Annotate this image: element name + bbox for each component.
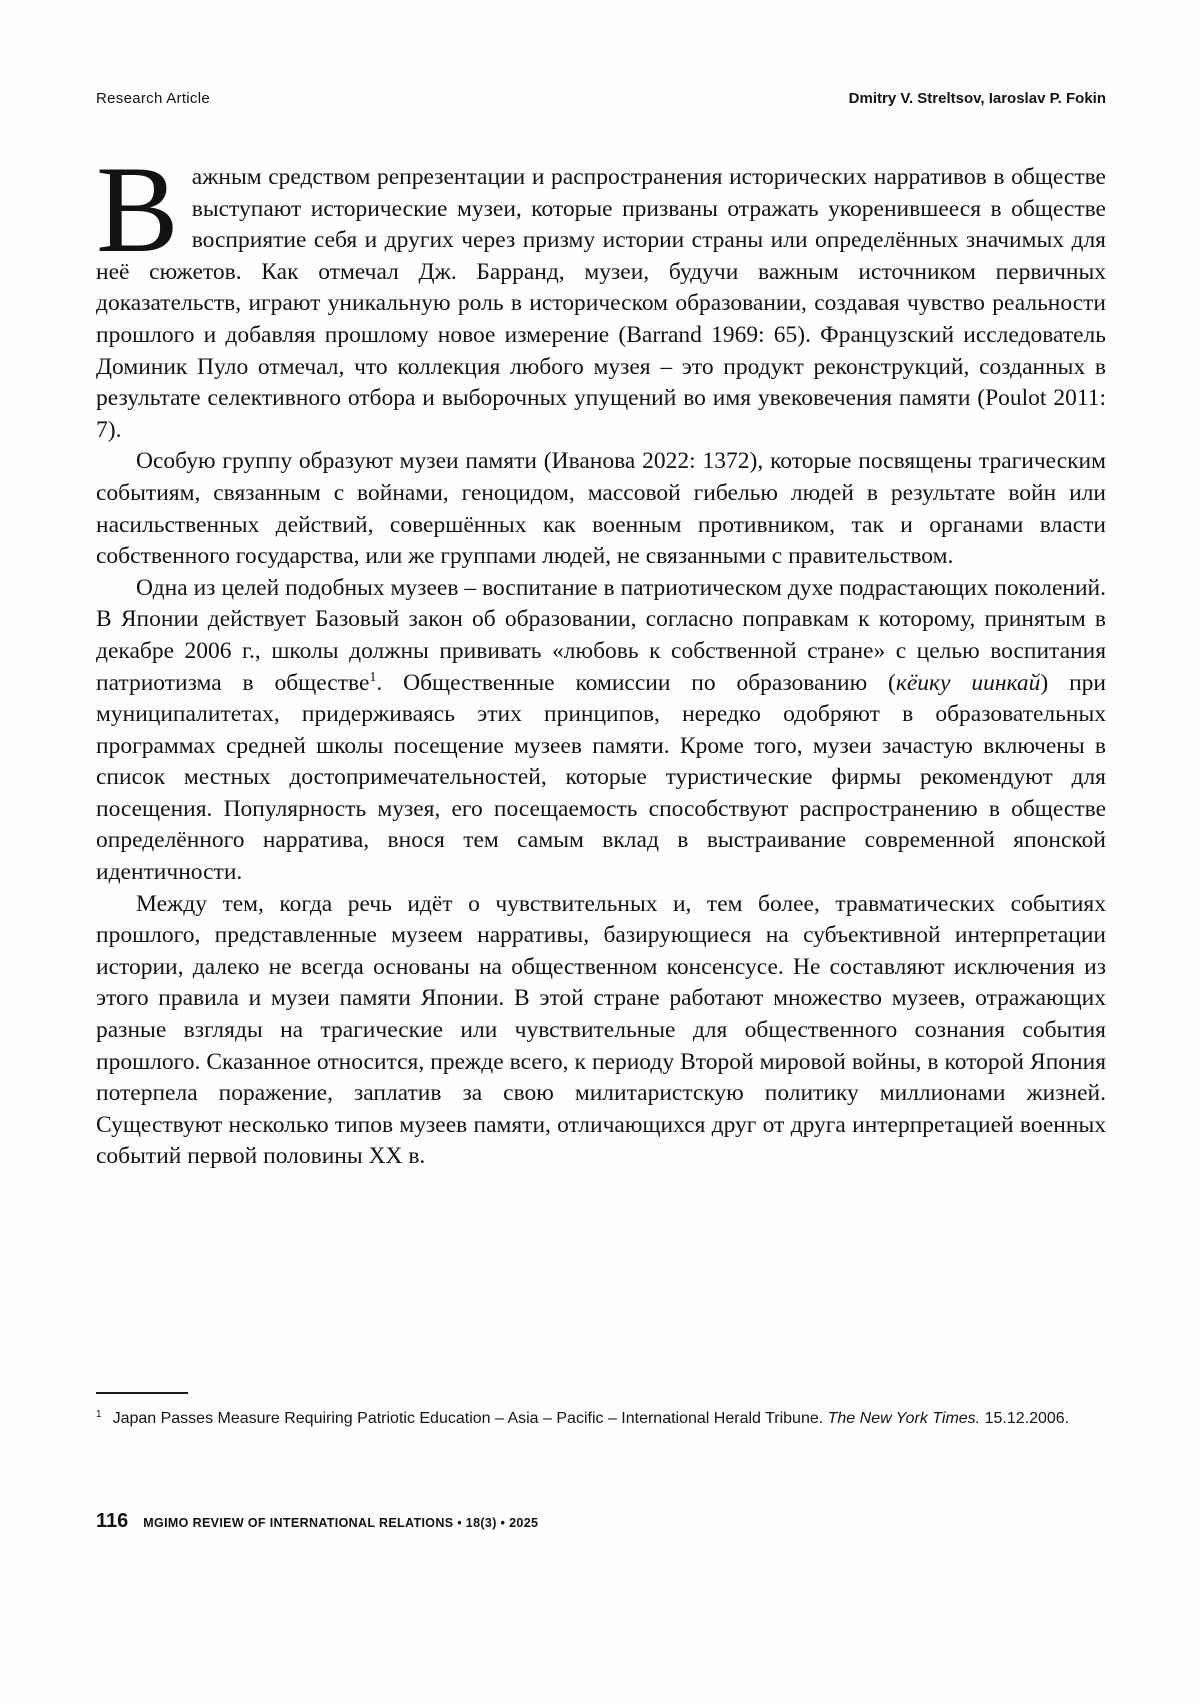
japanese-term-italic: кёику иинкай [895, 669, 1041, 696]
paragraph-1 [96, 141, 1106, 446]
paragraph-2: Особую группу образуют музеи памяти (Иванова 2022: 1372), которые посвящены трагическим событиям, связанным с войнами, геноцидом, массовой гибелью людей в результате войн или насильственных действий, совершённых как военным противником, так и органами власти собственного государства, или же группами людей, не связанными с правительством. [96, 448, 1106, 570]
footnote-area [96, 1392, 1106, 1430]
article-body [96, 141, 1106, 1173]
footnote-marker: 1 [96, 1408, 102, 1420]
paragraph-4: Между тем, когда речь идёт о чувствительных и, тем более, травматических событиях прошлого, представленные музеем нарративы, базирующиеся на субъективной интерпретации истории, далеко не всегда основаны на общественном консенсусе. Не составляют исключения из этого правила и музеи памяти Японии. В этой стране работают множество музеев, отражающих разные взгляды на трагические или чувствительные для общественного сознания события прошлого. Сказанное относится, прежде всего, к периоду Второй мировой войны, в которой Япония потерпела поражение, заплатив за свою милитаристскую политику миллионами жизней. Существуют несколько типов музеев памяти, отличающихся друг от друга интерпретацией военных событий первой половины XX в. [96, 890, 1106, 1170]
footnote-date: 15.12.2006. [984, 1410, 1070, 1427]
footnote-text: Japan Passes Measure Requiring Patriotic Education – Asia – Pacific – International Herald Tribune. [112, 1410, 828, 1427]
authors-label: Dmitry V. Streltsov, Iaroslav P. Fokin [848, 90, 1106, 107]
paragraph-3-text-1: Одна из целей подобных музеев – воспитание в патриотическом духе подрастающих поколений. В Японии действует Базовый закон об образовании, согласно поправкам к которому, принятым в декабре 2006 г., школы должны прививать «любовь к собственной стране» с целью воспитания патриотизма в обществе [96, 574, 1106, 696]
journal-title: MGIMO REVIEW OF INTERNATIONAL RELATIONS • 18(3) • 2025 [143, 1516, 539, 1530]
footnote-reference: 1 [369, 669, 377, 685]
footnote-1 [96, 1407, 1081, 1430]
paragraph-3-text-2: . Общественные комиссии по образованию ( [376, 669, 896, 696]
page-number: 116 [96, 1510, 129, 1532]
footnote-separator [96, 1392, 188, 1394]
paragraph-3 [96, 573, 1106, 889]
drop-cap: В [96, 141, 179, 278]
paragraph-3-text-3: ) при муниципалитетах, придерживаясь этих принципов, нередко одобряют в образовательных программах средней школы посещение музеев памяти. Кроме того, музеи зачастую включены в список местных достопримечательностей, которые туристические фирмы рекомендуют для посещения. Популярность музея, его посещаемость способствуют распространению в обществе определённого нарратива, внося тем самым вклад в выстраивание современной японской идентичности. [96, 669, 1106, 886]
page-header [96, 90, 1106, 107]
footnote-source: The New York Times. [827, 1410, 981, 1427]
article-type-label: Research Article [96, 90, 211, 107]
paragraph-1-text: ажным средством репрезентации и распространения исторических нарративов в обществе выступают исторические музеи, которые призваны отражать укоренившееся в обществе восприятие себя и других через призму истории страны или определённых значимых для неё сюжетов. Как отмечал Дж. Барранд, музеи, будучи важным источником первичных доказательств, играют уникальную роль в историческом образовании, создавая чувство реальности прошлого и добавляя прошлому новое измерение (Barrand 1969: 65). Французский исследователь Доминик Пуло отмечал, что коллекция любого музея – это продукт реконструкций, созданных в результате селективного отбора и выборочных упущений во имя увековечения памяти (Poulot 2011: 7). [96, 164, 1106, 443]
page-footer [96, 1510, 538, 1533]
